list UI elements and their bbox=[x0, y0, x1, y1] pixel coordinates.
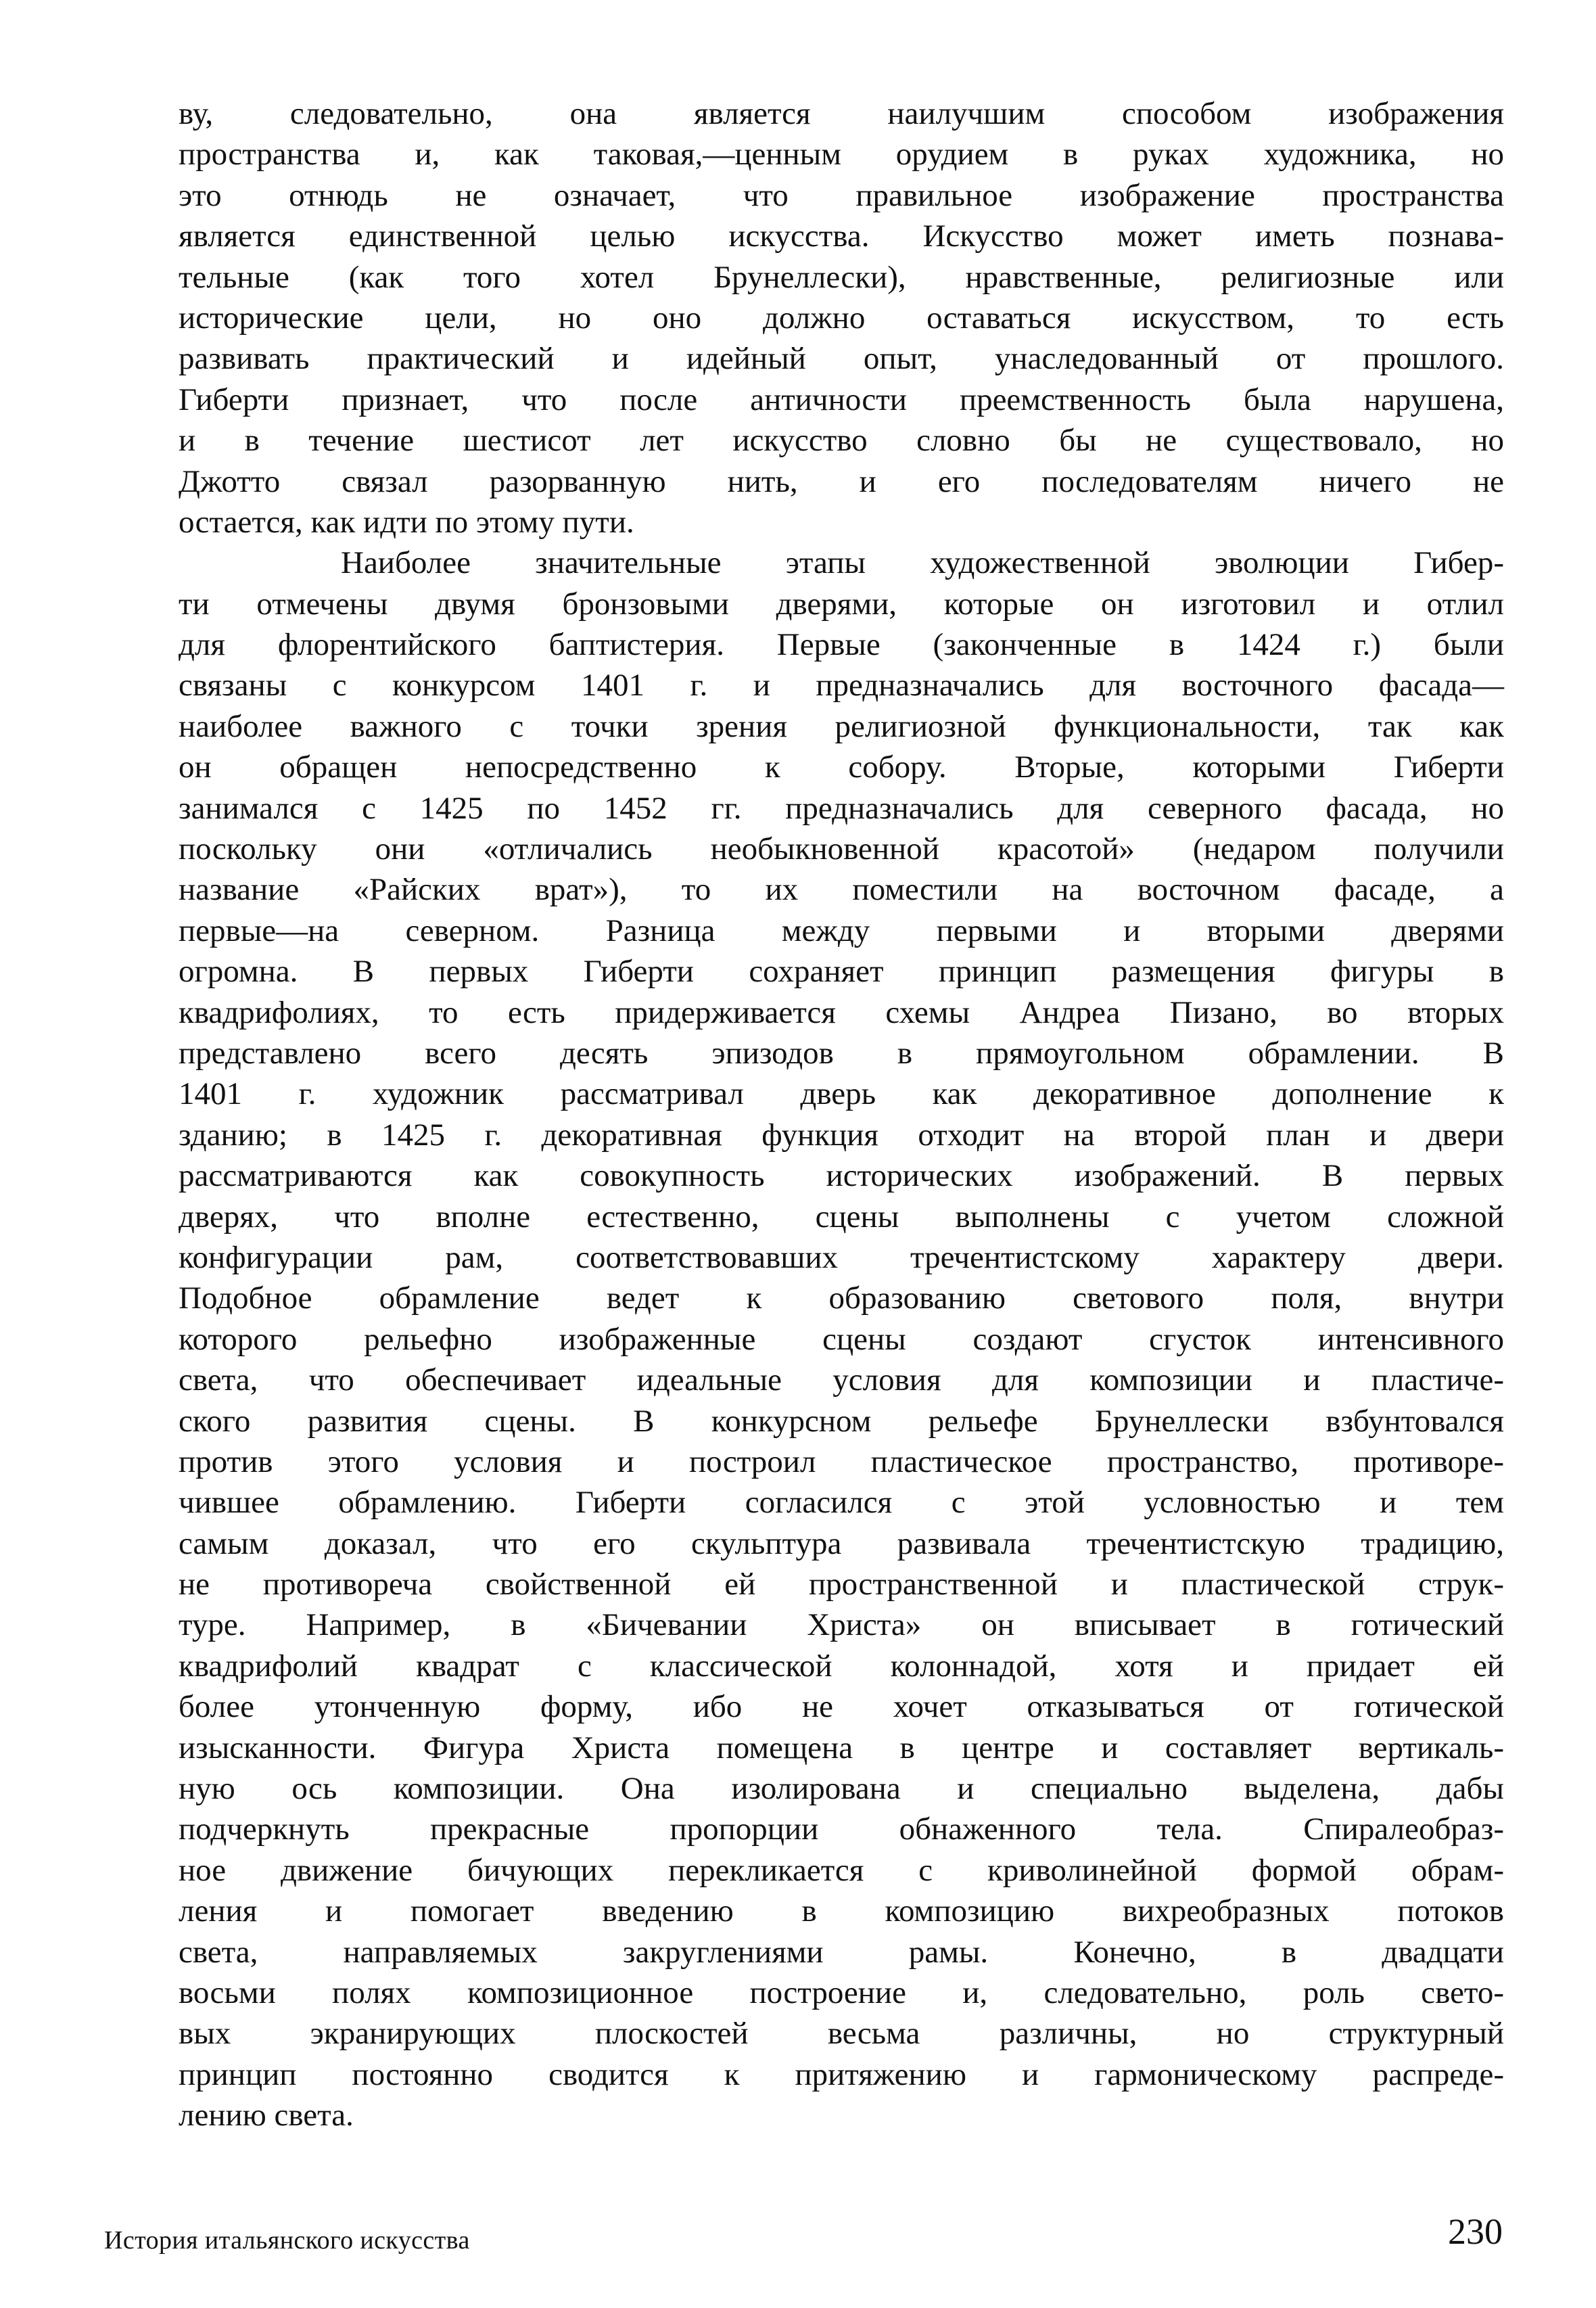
page-number: 230 bbox=[1448, 2211, 1503, 2252]
text-line: ти отмечены двумя бронзовыми дверями, которые он изготовил и отлил bbox=[179, 586, 1504, 622]
text-line: чившее обрамлению. Гиберти согласился с этой условностью и тем bbox=[179, 1485, 1504, 1521]
text-line: развивать практический и идейный опыт, унаследованный от прошлого. bbox=[179, 341, 1504, 377]
text-line: он обращен непосредственно к собору. Вторые, которыми Гиберти bbox=[179, 749, 1504, 785]
text-line: для флорентийского баптистерия. Первые (законченные в 1424 г.) были bbox=[179, 627, 1504, 663]
text-line: 1401 г. художник рассматривал дверь как декоративное дополнение к bbox=[179, 1076, 1504, 1112]
text-line: квадрифолиях, то есть придерживается схемы Андреа Пизано, во вторых bbox=[179, 994, 1504, 1030]
text-line: ского развития сцены. В конкурсном рельефе Брунеллески взбунтовался bbox=[179, 1403, 1504, 1439]
text-line: занимался с 1425 по 1452 гг. предназначались для северного фасада, но bbox=[179, 790, 1504, 826]
text-line: Гиберти признает, что после античности преемственность была нарушена, bbox=[179, 382, 1504, 417]
text-line: связаны с конкурсом 1401 г. и предназначались для восточного фасада— bbox=[179, 668, 1504, 703]
text-line: пространства и, как таковая,—ценным орудием в руках художника, но bbox=[179, 137, 1504, 172]
text-line: наиболее важного с точки зрения религиозной функциональности, так как bbox=[179, 708, 1504, 744]
text-line: это отнюдь не означает, что правильное изображение пространства bbox=[179, 177, 1504, 213]
text-line: которого рельефно изображенные сцены создают сгусток интенсивного bbox=[179, 1321, 1504, 1357]
text-line: первые—на северном. Разница между первыми и вторыми дверями bbox=[179, 913, 1504, 948]
text-line: света, направляемых закруглениями рамы. Конечно, в двадцати bbox=[179, 1934, 1504, 1970]
text-line: исторические цели, но оно должно оставаться искусством, то есть bbox=[179, 300, 1504, 336]
running-footer-title: История итальянского искусства bbox=[104, 2226, 470, 2255]
text-line: ную ось композиции. Она изолирована и специально выделена, дабы bbox=[179, 1771, 1504, 1807]
text-line: туре. Например, в «Бичевании Христа» он вписывает в готический bbox=[179, 1607, 1504, 1643]
text-line: рассматриваются как совокупность исторических изображений. В первых bbox=[179, 1158, 1504, 1194]
text-line: ления и помогает введению в композицию вихреобразных потоков bbox=[179, 1893, 1504, 1929]
text-line: квадрифолий квадрат с классической колоннадой, хотя и придает ей bbox=[179, 1648, 1504, 1684]
text-line: вых экранирующих плоскостей весьма различны, но структурный bbox=[179, 2016, 1504, 2052]
text-line: ное движение бичующих перекликается с криволинейной формой обрам- bbox=[179, 1852, 1504, 1888]
text-line: Джотто связал разорванную нить, и его последователям ничего не bbox=[179, 463, 1504, 499]
text-line: поскольку они «отличались необыкновенной красотой» (недаром получили bbox=[179, 831, 1504, 867]
text-line: изысканности. Фигура Христа помещена в центре и составляет вертикаль- bbox=[179, 1730, 1504, 1765]
text-line: конфигурации рам, соответствовавших тречентистскому характеру двери. bbox=[179, 1239, 1504, 1275]
text-line: дверях, что вполне естественно, сцены выполнены с учетом сложной bbox=[179, 1199, 1504, 1234]
text-line: более утонченную форму, ибо не хочет отказываться от готической bbox=[179, 1689, 1504, 1725]
text-line: представлено всего десять эпизодов в прямоугольном обрамлении. В bbox=[179, 1035, 1504, 1071]
text-line: против этого условия и построил пластическое пространство, противоре- bbox=[179, 1444, 1504, 1479]
text-line: Наиболее значительные этапы художественной эволюции Гибер- bbox=[341, 545, 1504, 581]
text-line: название «Райских врат»), то их поместили на восточном фасаде, а bbox=[179, 872, 1504, 908]
text-line: тельные (как того хотел Брунеллески), нравственные, религиозные или bbox=[179, 259, 1504, 295]
text-line: не противореча свойственной ей пространственной и пластической струк- bbox=[179, 1567, 1504, 1602]
text-line: ву, следовательно, она является наилучшим способом изображения bbox=[179, 96, 1504, 131]
text-line: является единственной целью искусства. Искусство может иметь познава- bbox=[179, 218, 1504, 254]
text-line: Подобное обрамление ведет к образованию светового поля, внутри bbox=[179, 1280, 1504, 1316]
text-line: восьми полях композиционное построение и, следовательно, роль свето- bbox=[179, 1975, 1504, 2010]
text-line: света, что обеспечивает идеальные условия для композиции и пластиче- bbox=[179, 1362, 1504, 1398]
main-text bbox=[179, 93, 1504, 2136]
text-line: и в течение шестисот лет искусство словно бы не существовало, но bbox=[179, 423, 1504, 459]
text-line: принцип постоянно сводится к притяжению и гармоническому распреде- bbox=[179, 2056, 1504, 2092]
text-line: огромна. В первых Гиберти сохраняет принцип размещения фигуры в bbox=[179, 954, 1504, 990]
text-line: подчеркнуть прекрасные пропорции обнаженного тела. Спиралеобраз- bbox=[179, 1811, 1504, 1847]
text-line: зданию; в 1425 г. декоративная функция отходит на второй план и двери bbox=[179, 1117, 1504, 1153]
text-line: остается, как идти по этому пути. bbox=[179, 504, 634, 540]
text-line: самым доказал, что его скульптура развивала тречентистскую традицию, bbox=[179, 1525, 1504, 1561]
text-line: лению света. bbox=[179, 2098, 354, 2133]
